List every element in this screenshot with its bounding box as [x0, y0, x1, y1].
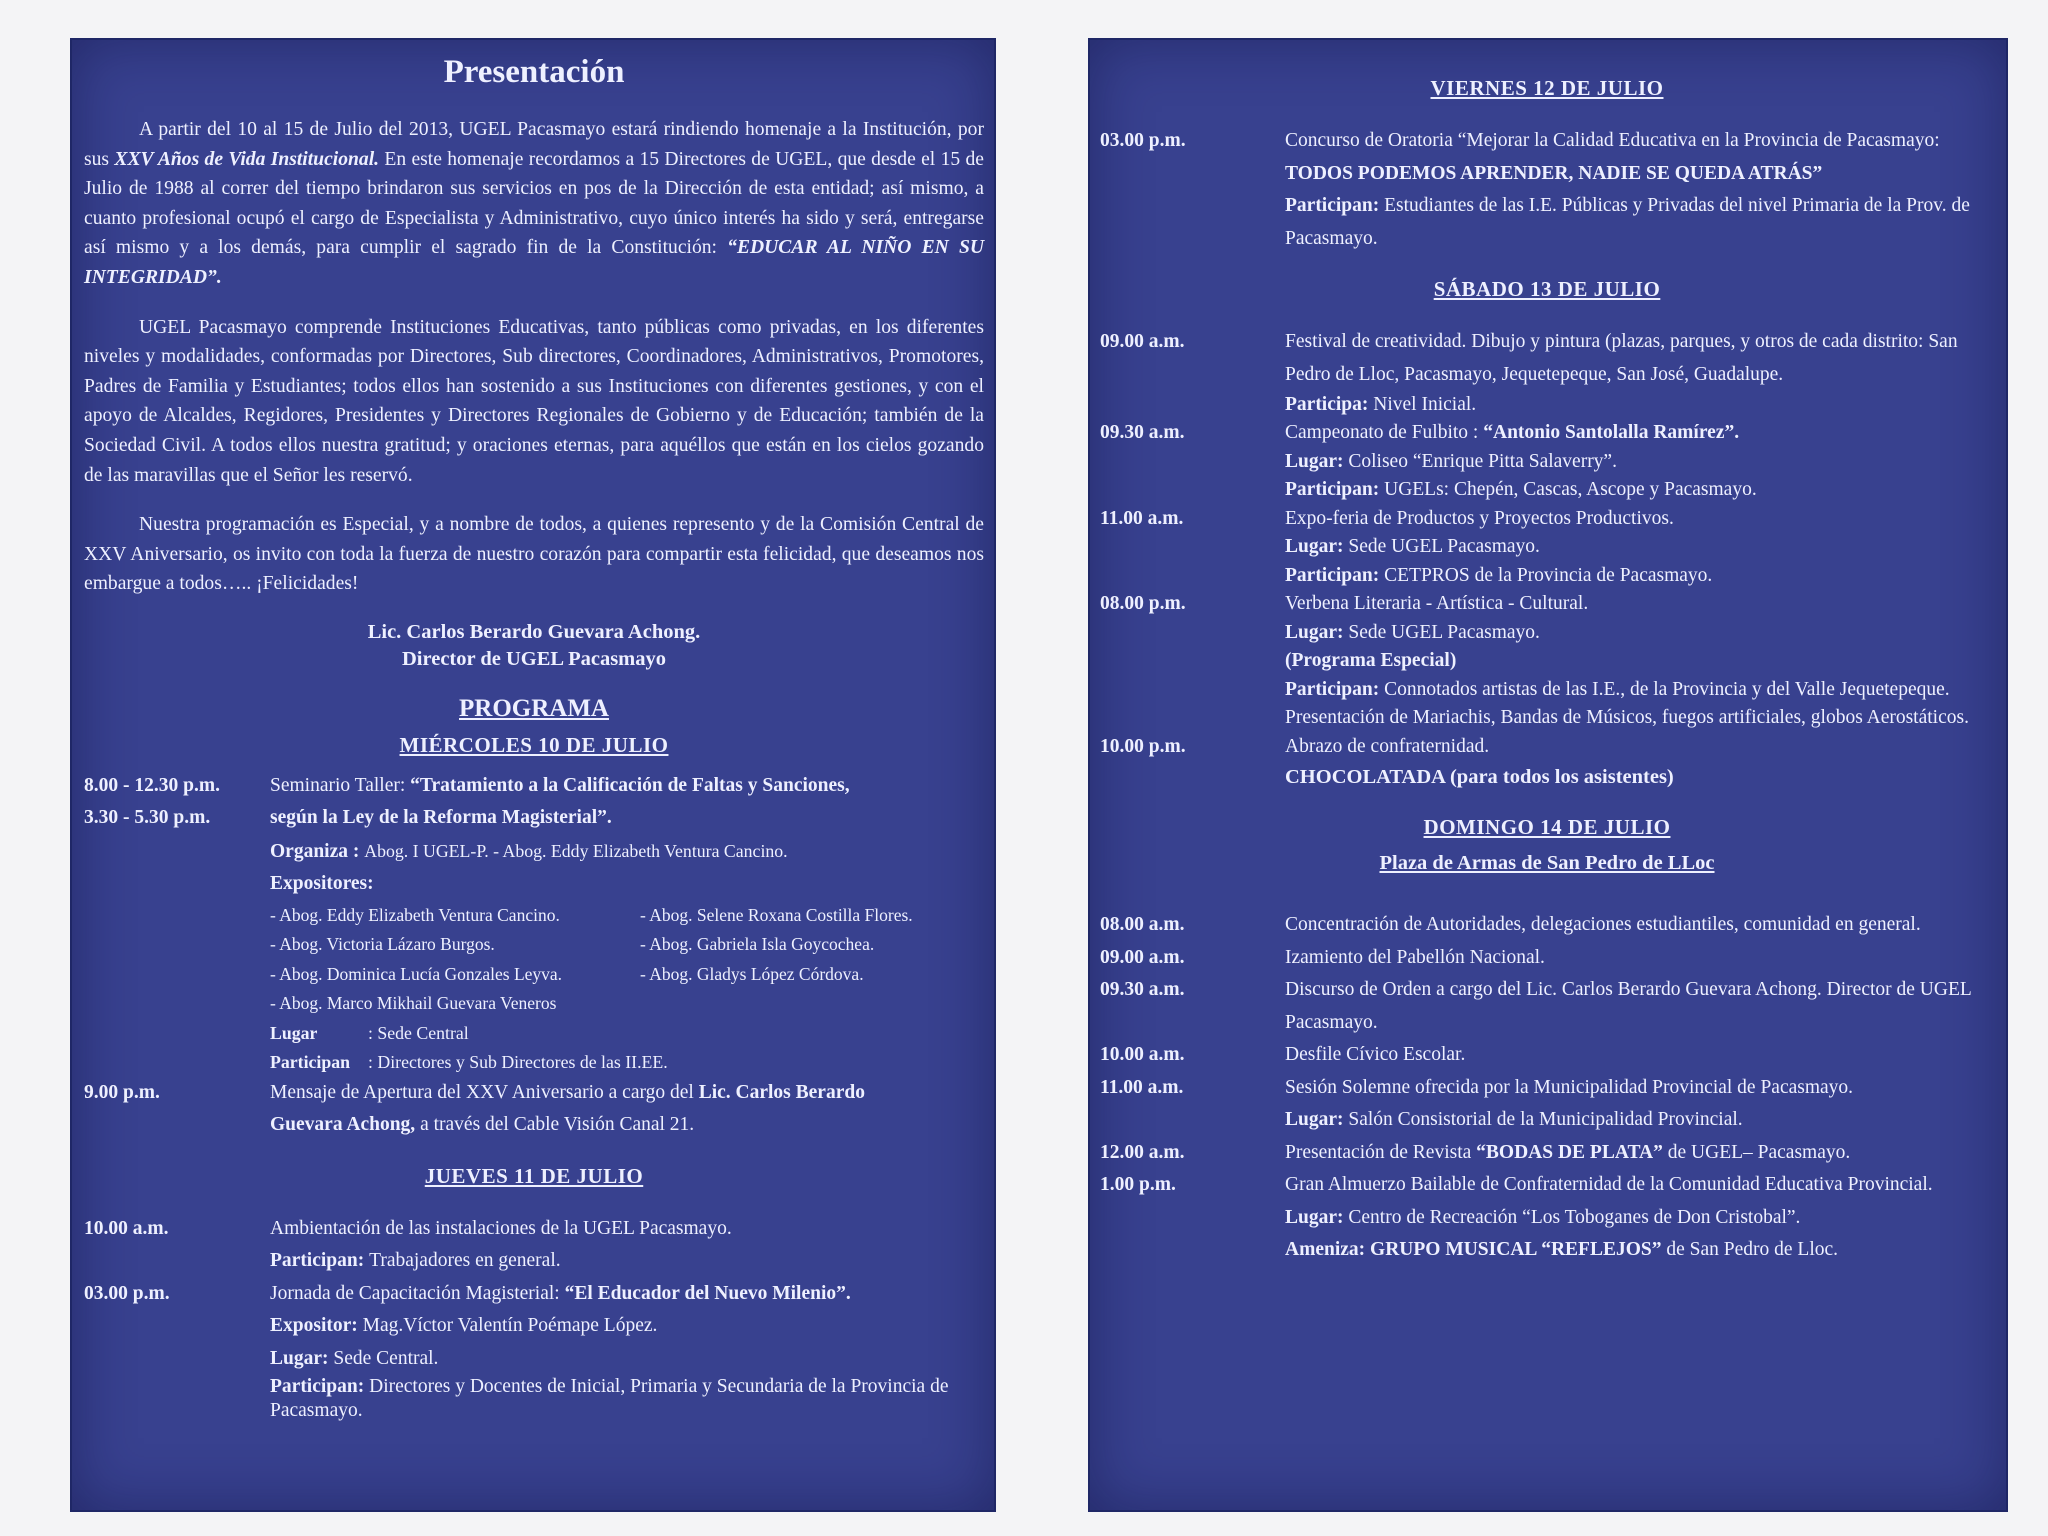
- seminar-name-2: según la Ley de la Reforma Magisterial”.: [270, 807, 612, 829]
- day-title-thursday: JUEVES 11 DE JULIO: [424, 1163, 644, 1188]
- message-name-1: Lic. Carlos Berardo: [698, 1081, 865, 1103]
- activity-text: Ambientación de las instalaciones de la UGEL Pacasmayo.: [270, 1217, 732, 1239]
- participants-line: [1285, 190, 1994, 255]
- participants-value: : Directores y Sub Directores de las II.EE.: [368, 1051, 668, 1072]
- activity-text: [1285, 125, 1994, 190]
- time-cell: 9.00 p.m.: [84, 1081, 160, 1103]
- activity-text: Presentación de Revista: [1285, 1141, 1477, 1163]
- day-title-friday: VIERNES 12 DE JULIO: [1430, 76, 1664, 100]
- participants-label: Participan:: [1285, 564, 1385, 586]
- jornada-title: “El Educador del Nuevo Milenio”.: [564, 1282, 851, 1304]
- day-title-wednesday: MIÉRCOLES 10 DE JULIO: [399, 732, 669, 757]
- organizer-value: Abog. I UGEL-P. - Abog. Eddy Elizabeth Ventura Cancino.: [364, 840, 788, 861]
- activity-text: Gran Almuerzo Bailable de Confraternidad de la Comunidad Educativa Provincial.: [1285, 1174, 1933, 1195]
- speaker-item: [640, 989, 984, 1019]
- speaker-label: Expositor:: [270, 1315, 363, 1337]
- speaker-line: [270, 1310, 984, 1343]
- participants-line: [270, 1375, 984, 1423]
- music-line: [1285, 1234, 1994, 1267]
- activity-cell: Discurso de Orden a cargo del Lic. Carlos Berardo Guevara Achong. Director de UGEL Pacasmayo.: [1285, 979, 1972, 1033]
- participants-line: [1285, 476, 1994, 505]
- schedule-row-festival: [1100, 326, 1994, 419]
- intro-paragraph-3: Nuestra programación es Especial, y a nombre de todos, a quienes represento y de la Comisión Central de XXV Aniversario, os invito con toda la fuerza de nuestro corazón para compartir esta felicidad, que deseamos nos embargue a todos….. ¡Felicidades!: [84, 514, 984, 595]
- participants-label: Participan:: [1285, 479, 1385, 500]
- schedule-row-revista: [1100, 1137, 1994, 1170]
- time-cell: 03.00 p.m.: [84, 1282, 170, 1304]
- organizer-line: [270, 835, 984, 869]
- contest-text: Concurso de Oratoria “Mejorar la Calidad Educativa en la Provincia de Pacasmayo:: [1285, 130, 1940, 151]
- time-cell: 10.00 a.m.: [1100, 1044, 1185, 1065]
- participants-line: [270, 1245, 984, 1278]
- participants-label: Participan:: [1285, 195, 1385, 216]
- activity-cell: [1285, 1169, 1994, 1267]
- time-cell: 11.00 a.m.: [1100, 507, 1184, 529]
- activity-cell: [270, 1077, 984, 1142]
- schedule-row-fulbito: [1100, 419, 1994, 505]
- signature-block: [84, 619, 984, 673]
- activity-cell: Concentración de Autoridades, delegaciones estudiantiles, comunidad en general.: [1285, 914, 1921, 935]
- activity-cell: [1285, 733, 1994, 794]
- venue-line: [1285, 1202, 1994, 1235]
- signature-name: Lic. Carlos Berardo Guevara Achong.: [367, 620, 701, 643]
- activity-text: Verbena Literaria - Artística - Cultural.: [1285, 593, 1589, 614]
- schedule-row-sesion: [1100, 1072, 1994, 1137]
- venue-line: [1285, 619, 1994, 648]
- venue-value: Sede UGEL Pacasmayo.: [1348, 621, 1540, 643]
- venue-line: [1285, 533, 1994, 562]
- time-seminar-morning: 8.00 - 12.30 p.m.: [84, 774, 220, 796]
- message-text: Mensaje de Apertura del XXV Aniversario a cargo del: [270, 1081, 699, 1103]
- schedule-row-izamiento: [1100, 942, 1994, 975]
- activity-cell: [270, 1278, 984, 1424]
- participants-value: Nivel Inicial.: [1373, 394, 1477, 415]
- time-cell: 09.00 a.m.: [1100, 946, 1185, 968]
- schedule-row-almuerzo: [1100, 1169, 1994, 1267]
- activity-text: Abrazo de confraternidad.: [1285, 735, 1490, 757]
- message-tail: a través del Cable Visión Canal 21.: [415, 1114, 695, 1136]
- intro-text-c: En este homenaje recordamos a 15 Directores de UGEL, que desde el 15 de Julio de 1988 al correr del tiempo brindaron sus servicios en pos de la Dirección de esta entidad; así mismo, a cuanto profesional ocupó el cargo de Especialista y Administrativo, cuyo único interés ha sido y será, entregarse así mismo y a los demás, para cumplir el sagrado fin de la Constitución:: [84, 148, 984, 259]
- speaker-item: - Abog. Gabriela Isla Goycochea.: [640, 934, 875, 955]
- speakers-label: Expositores:: [270, 873, 374, 895]
- speaker-item: - Abog. Dominica Lucía Gonzales Leyva.: [270, 963, 563, 984]
- time-cell: [84, 770, 270, 1077]
- signature-role: Director de UGEL Pacasmayo: [402, 647, 666, 670]
- participants-line: [1285, 676, 1994, 733]
- time-seminar-afternoon: 3.30 - 5.30 p.m.: [84, 807, 211, 829]
- venue-line: [1285, 448, 1994, 477]
- intro-emphasis-years: XXV Años de Vida Institucional.: [114, 148, 380, 170]
- time-cell: 03.00 p.m.: [1100, 130, 1186, 151]
- time-cell: 09.00 a.m.: [1100, 331, 1185, 352]
- speaker-value: Mag.Víctor Valentín Poémape López.: [362, 1315, 658, 1337]
- speaker-item: - Abog. Gladys López Córdova.: [640, 963, 864, 984]
- schedule-row-abrazo: [1100, 733, 1994, 794]
- activity-cell: [270, 770, 984, 1077]
- activity-text: [270, 1278, 984, 1311]
- presentation-title: Presentación: [443, 54, 625, 90]
- activity-cell: [1285, 125, 1994, 255]
- venue-value: Salón Consistorial de la Municipalidad Provincial.: [1348, 1109, 1743, 1130]
- time-cell: 08.00 a.m.: [1100, 914, 1185, 935]
- seminar-name-1: “Tratamiento a la Calificación de Faltas y Sanciones,: [410, 774, 850, 796]
- participants-value: CETPROS de la Provincia de Pacasmayo.: [1384, 564, 1713, 586]
- time-cell: 09.30 a.m.: [1100, 979, 1185, 1000]
- seminar-label: Seminario Taller:: [270, 774, 411, 796]
- venue-label: Lugar:: [270, 1347, 334, 1369]
- special-program-note: (Programa Especial): [1285, 650, 1457, 671]
- activity-cell: Izamiento del Pabellón Nacional.: [1285, 946, 1545, 968]
- activity-cell: [1285, 505, 1994, 591]
- activity-cell: [1285, 1072, 1994, 1137]
- schedule-row-expoferia: [1100, 505, 1994, 591]
- participants-value: Estudiantes de las I.E. Públicas y Privadas del nivel Primaria de la Prov. de Pacasmayo.: [1285, 195, 1970, 249]
- seminar-title: [270, 770, 984, 803]
- activity-text: Sesión Solemne ofrecida por la Municipalidad Provincial de Pacasmayo.: [1285, 1076, 1854, 1098]
- sunday-venue-heading: Plaza de Armas de San Pedro de LLoc: [1379, 852, 1715, 874]
- activity-cell: [1285, 419, 1994, 505]
- speaker-item: - Abog. Marco Mikhail Guevara Veneros: [270, 993, 557, 1014]
- venue-line: [1285, 1104, 1994, 1137]
- venue-label: Lugar:: [1285, 450, 1349, 472]
- venue-label: Lugar:: [1285, 1206, 1349, 1228]
- music-group: GRUPO MUSICAL “REFLEJOS”: [1370, 1239, 1662, 1260]
- schedule-row-seminar: [84, 770, 984, 1077]
- activity-text: Expo-feria de Productos y Proyectos Productivos.: [1285, 507, 1674, 529]
- message-name-2: Guevara Achong,: [270, 1114, 416, 1136]
- venue-line: [270, 1019, 984, 1048]
- speakers-list: [270, 901, 984, 1019]
- time-cell: 10.00 a.m.: [84, 1217, 169, 1239]
- time-cell: 10.00 p.m.: [1100, 735, 1186, 757]
- speaker-item: - Abog. Victoria Lázaro Burgos.: [270, 934, 495, 955]
- venue-label: Lugar:: [1285, 1109, 1349, 1130]
- venue-value: Coliseo “Enrique Pitta Salaverry”.: [1348, 450, 1617, 472]
- venue-value: Centro de Recreación “Los Toboganes de Don Cristobal”.: [1348, 1206, 1801, 1228]
- participants-value: Trabajadores en general.: [369, 1250, 561, 1272]
- tournament-name: “Antonio Santolalla Ramírez”.: [1483, 422, 1740, 443]
- activity-cell: [1285, 590, 1994, 733]
- speaker-item: - Abog. Eddy Elizabeth Ventura Cancino.: [270, 904, 560, 925]
- participants-label: Participan:: [270, 1250, 370, 1272]
- intro-paragraph-2: UGEL Pacasmayo comprende Instituciones Educativas, tanto públicas como privadas, en los diferentes niveles y modalidades, conformadas por Directores, Sub directores, Coordinadores, Administrativos, Promotores, Padres de Familia y Estudiantes; todos ellos han sostenido a sus Instituciones con diferentes gestiones, y con el apoyo de Alcaldes, Regidores, Presidentes y Directores Regionales de Gobierno y de Educación; también de la Sociedad Civil. A todos ellos nuestra gratitud; y oraciones eternas, para aquéllos que están en los cielos gozando de las maravillas que el Señor les reservó.: [84, 316, 984, 486]
- venue-label: Lugar:: [1285, 621, 1349, 643]
- schedule-row-oratoria: [1100, 125, 1994, 255]
- participants-label: Participan:: [270, 1376, 370, 1398]
- schedule-row-discurso: [1100, 974, 1994, 1039]
- intro-emphasis-motto: “EDUCAR AL NIÑO EN SU INTEGRIDAD”.: [84, 237, 985, 288]
- day-title-saturday: SÁBADO 13 DE JULIO: [1433, 277, 1661, 301]
- tournament-label: Campeonato de Fulbito :: [1285, 422, 1484, 443]
- participants-label: Participa:: [1285, 394, 1374, 415]
- activity-text: [1285, 419, 1994, 448]
- participants-label: Participan: [270, 1051, 351, 1072]
- chocolatada-note: CHOCOLATADA (para todos los asistentes): [1285, 765, 1674, 788]
- right-page: [1088, 38, 2008, 1512]
- time-cell: 1.00 p.m.: [1100, 1174, 1176, 1195]
- schedule-row-verbena: [1100, 590, 1994, 733]
- organizer-label: Organiza :: [270, 840, 365, 862]
- activity-cell: [270, 1213, 984, 1278]
- participants-label: Participan:: [1285, 678, 1385, 700]
- venue-value: Sede UGEL Pacasmayo.: [1348, 536, 1540, 557]
- participants-value: UGELs: Chepén, Cascas, Ascope y Pacasmayo.: [1384, 479, 1757, 500]
- music-tail: de San Pedro de Lloc.: [1661, 1239, 1839, 1260]
- participants-value: Directores y Docentes de Inicial, Primaria y Secundaria de la Provincia de Pacasmayo.: [270, 1376, 949, 1422]
- participants-line: [270, 1048, 984, 1077]
- participants-line: [1285, 562, 1994, 591]
- schedule-row-ambientacion: [84, 1213, 984, 1278]
- activity-cell: [1285, 1137, 1994, 1170]
- activity-text: Festival de creatividad. Dibujo y pintura (plazas, parques, y otros de cada distrito: San Pedro de Lloc, Pacasmayo, Jequetepeque, San José, Guadalupe.: [1285, 331, 1958, 385]
- venue-value: Sede Central.: [333, 1347, 439, 1369]
- activity-cell: Desfile Cívico Escolar.: [1285, 1044, 1466, 1065]
- time-cell: 11.00 a.m.: [1100, 1076, 1184, 1098]
- schedule-row-desfile: [1100, 1039, 1994, 1072]
- participants-line: [1285, 391, 1994, 419]
- day-title-sunday: DOMINGO 14 DE JULIO: [1423, 815, 1671, 839]
- schedule-row-jornada: [84, 1278, 984, 1424]
- venue-label: Lugar: [270, 1022, 318, 1043]
- left-page: [70, 38, 996, 1512]
- participants-value: Connotados artistas de las I.E., de la Provincia y del Valle Jequetepeque. Presentación de Mariachis, Bandas de Músicos, fuegos artificiales, globos Aerostáticos.: [1285, 678, 1969, 728]
- speaker-item: - Abog. Selene Roxana Costilla Flores.: [640, 904, 913, 925]
- music-label: Ameniza:: [1285, 1239, 1371, 1260]
- activity-tail: de UGEL– Pacasmayo.: [1662, 1141, 1851, 1163]
- time-cell: 09.30 a.m.: [1100, 422, 1185, 443]
- intro-paragraph-1: [84, 115, 984, 293]
- venue-line: [270, 1343, 984, 1376]
- intro-text-a: A partir del 10 al 15 de Julio del 2013, UGEL Pacasmayo estará rindiendo homenaje a la Institución, por sus: [84, 119, 984, 170]
- contest-motto: TODOS PODEMOS APRENDER, NADIE SE QUEDA ATRÁS”: [1285, 162, 1823, 184]
- jornada-label: Jornada de Capacitación Magisterial:: [270, 1282, 565, 1304]
- venue-label: Lugar:: [1285, 536, 1349, 557]
- venue-value: : Sede Central: [368, 1022, 469, 1043]
- schedule-row-concentracion: [1100, 909, 1994, 942]
- time-cell: 12.00 a.m.: [1100, 1141, 1185, 1163]
- time-cell: 08.00 p.m.: [1100, 593, 1186, 614]
- magazine-title: “BODAS DE PLATA”: [1476, 1141, 1663, 1163]
- programa-heading: PROGRAMA: [459, 694, 609, 722]
- activity-cell: [1285, 326, 1994, 419]
- schedule-row-opening-message: [84, 1077, 984, 1142]
